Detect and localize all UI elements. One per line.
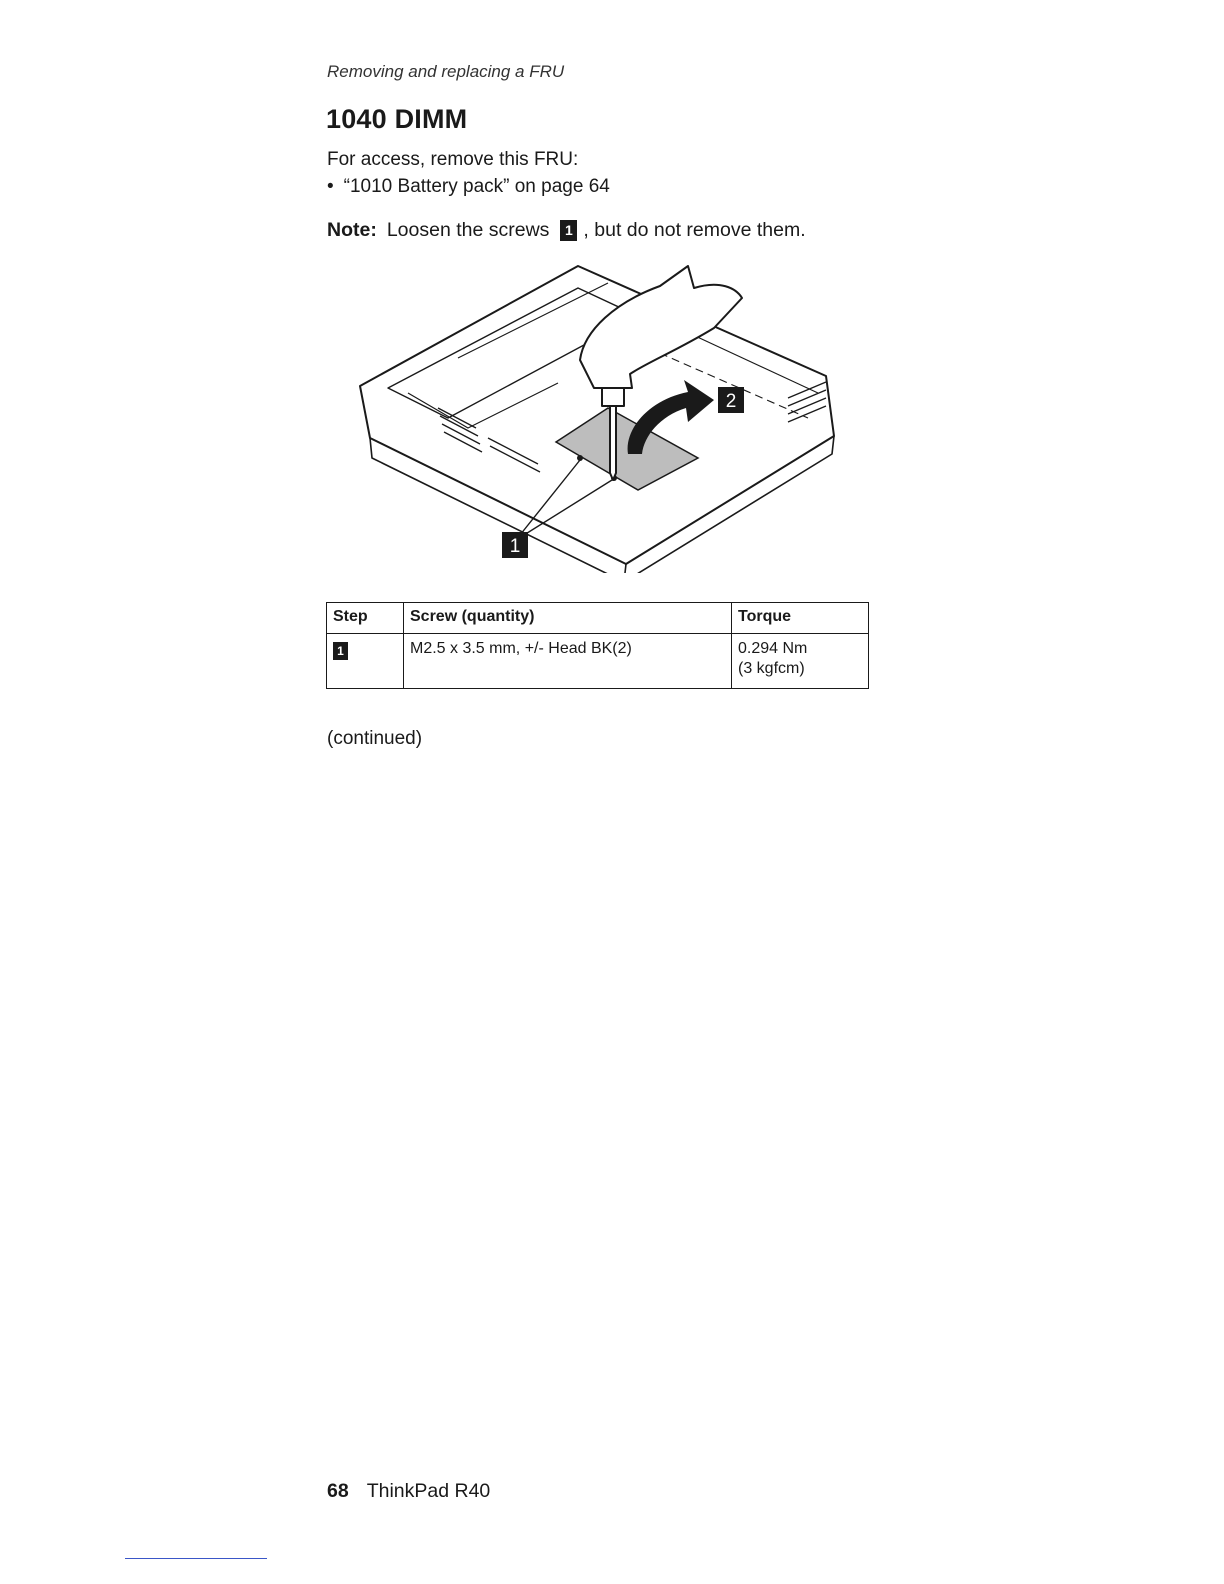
cell-torque xyxy=(732,634,869,689)
note xyxy=(327,219,806,242)
torque-kgfcm: (3 kgfcm) xyxy=(738,660,805,677)
header-torque: Torque xyxy=(732,603,869,634)
product-name: ThinkPad R40 xyxy=(366,1480,491,1502)
continued-label: (continued) xyxy=(327,728,423,749)
prerequisite-list-item xyxy=(327,173,610,200)
svg-text:2: 2 xyxy=(725,391,737,412)
svg-text:1: 1 xyxy=(509,536,521,557)
table-header-row xyxy=(327,603,869,634)
note-label: Note: xyxy=(327,219,377,241)
note-callout-badge: 1 xyxy=(560,220,577,241)
note-text-after: , but do not remove them. xyxy=(583,219,806,241)
dimm-removal-illustration xyxy=(348,258,848,573)
table-row xyxy=(327,634,869,689)
section-title: 1040 DIMM xyxy=(326,104,468,134)
callout-2 xyxy=(718,387,744,413)
access-intro-text: For access, remove this FRU: xyxy=(327,149,579,170)
step-badge: 1 xyxy=(333,642,348,660)
callout-1 xyxy=(502,532,528,558)
page-footer xyxy=(327,1480,490,1503)
bullet-mark: • xyxy=(327,176,334,197)
header-screw: Screw (quantity) xyxy=(404,603,732,634)
screwdriver-icon xyxy=(610,398,616,480)
prerequisite-link[interactable]: “1010 Battery pack” on page 64 xyxy=(343,176,610,197)
access-intro-block xyxy=(327,146,610,200)
page-number: 68 xyxy=(327,1480,349,1502)
cell-step xyxy=(327,634,404,689)
bottom-rule xyxy=(125,1558,267,1559)
screw-spec-table xyxy=(326,602,869,689)
torque-nm: 0.294 Nm xyxy=(738,640,808,657)
running-head: Removing and replacing a FRU xyxy=(327,62,565,81)
cell-screw: M2.5 x 3.5 mm, +/- Head BK(2) xyxy=(404,634,732,689)
note-text-before: Loosen the screws xyxy=(386,219,550,241)
header-step: Step xyxy=(327,603,404,634)
